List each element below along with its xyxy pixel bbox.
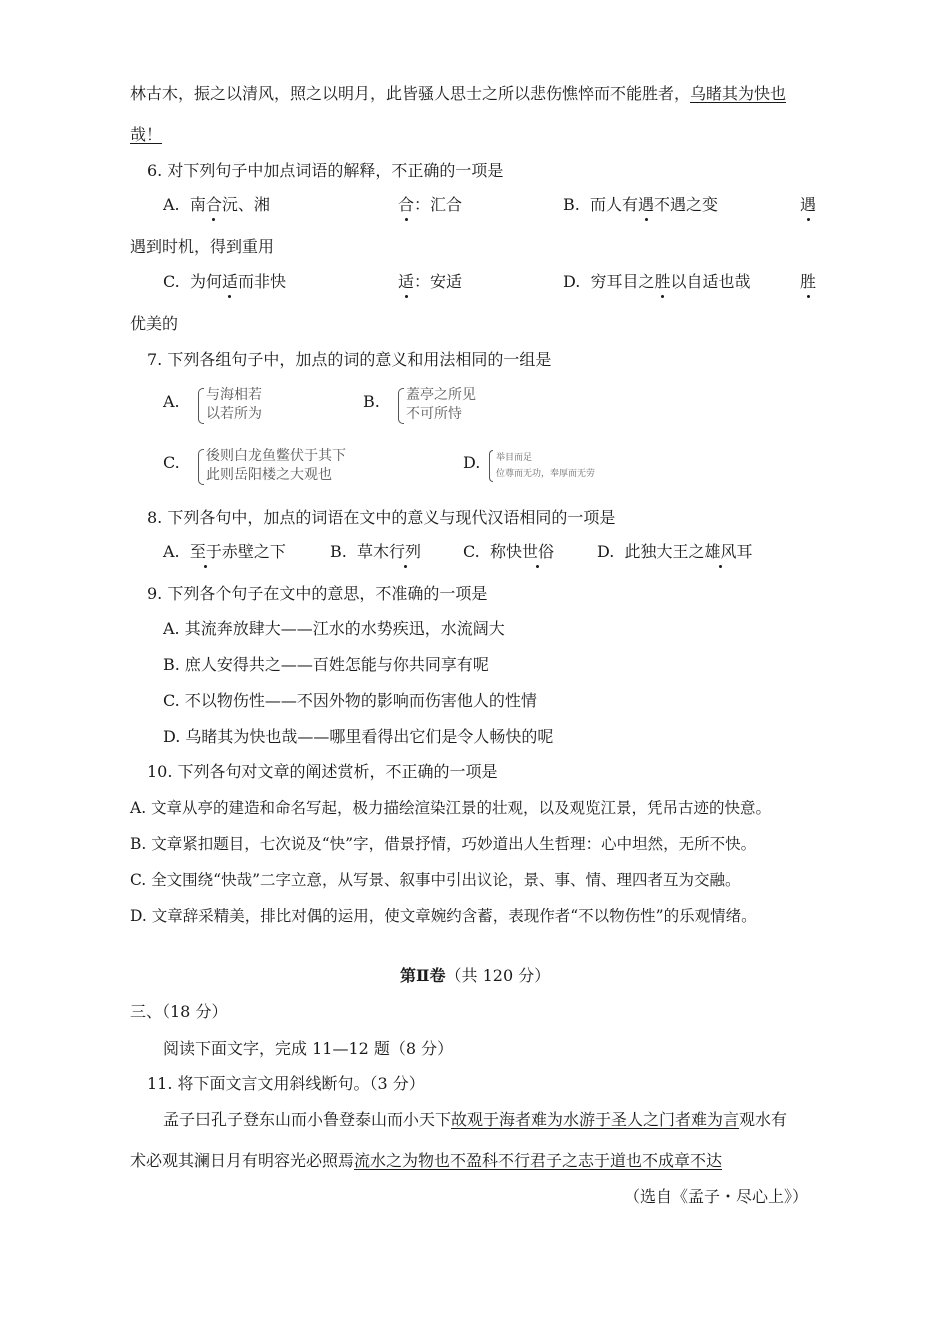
q6-option-b-gloss: 遇到时机，得到重用 [130,237,275,256]
q7-option-a-line2: 以若所为 [206,406,262,422]
part2-heading: 第Ⅱ卷（共 120 分） [400,966,551,985]
section3-header: 三、（18 分） [130,1002,228,1021]
q7-option-c-line1: 後则白龙鱼鳖伏于其下 [206,448,346,464]
q6-option-d-gloss-word: 胜 [800,272,817,291]
q7-option-d-label: D. [463,453,481,472]
underlined-sentence-1: 故观于海者难为水游于圣人之门者难为言 [451,1110,740,1129]
q10-option-b: B. 文章紧扣题目，七次说及“快”字，借景抒情，巧妙道出人生哲理：心中坦然，无所不快。 [130,835,757,853]
q7-option-b-label: B. [363,392,380,411]
q7-option-a-label: A. [163,392,180,411]
q8-option-d: D. 此独大王之雄风耳 [597,542,753,561]
passage-source: （选自《孟子・尽心上》） [624,1187,809,1206]
q8-option-b: B. 草木行列 [330,542,422,561]
q11-passage-line2: 术必观其澜日月有明容光必照焉流水之为物也不盈科不行君子之志于道也不成章不达 [130,1151,723,1170]
q6-option-b-gloss-word: 遇 [800,195,817,214]
q7-option-a-brace [198,388,204,424]
q11-stem: 11. 将下面文言文用斜线断句。（3 分） [147,1074,425,1093]
q7-option-d-line2: 位尊而无功，奉厚而无劳 [496,469,596,479]
q7-option-c-line2: 此则岳阳楼之大观也 [206,467,332,483]
q6-stem: 6. 对下列句子中加点词语的解释，不正确的一项是 [147,161,504,180]
section3-instruction: 阅读下面文字，完成 11—12 题（8 分） [163,1039,454,1058]
q10-stem: 10. 下列各句对文章的阐述赏析，不正确的一项是 [147,762,498,781]
q6-option-a-gloss: 合：汇合 [398,195,463,214]
q7-stem: 7. 下列各组句子中，加点的词的意义和用法相同的一组是 [147,350,552,369]
q8-option-a: A. 至于赤壁之下 [163,542,286,561]
q7-option-b-line2: 不可所恃 [406,406,462,422]
q10-option-d: D. 文章辞采精美，排比对偶的运用，使文章婉约含蓄，表现作者“不以物伤性”的乐观情绪。 [130,907,757,925]
q11-passage-line1: 孟子曰孔子登东山而小鲁登泰山而小天下故观于海者难为水游于圣人之门者难为言观水有 [163,1110,788,1129]
q9-option-a: A. 其流奔放肆大——江水的水势疾迅，水流阔大 [163,619,505,638]
q7-option-d-brace [489,450,493,482]
q9-option-c: C. 不以物伤性——不因外物的影响而伤害他人的性情 [163,691,537,710]
passage-intro-line1: 林古木，振之以清风，照之以明月，此皆骚人思士之所以悲伤憔悴而不能胜者，乌睹其为快也 [130,84,787,103]
q9-stem: 9. 下列各个句子在文中的意思，不准确的一项是 [147,584,488,603]
underlined-sentence-2: 流水之为物也不盈科不行君子之志于道也不成章不达 [354,1151,723,1170]
q6-option-c: C. 为何适而非快 [163,272,286,291]
q8-stem: 8. 下列各句中，加点的词语在文中的意义与现代汉语相同的一项是 [147,508,616,527]
q10-option-c: C. 全文围绕“快哉”二字立意，从写景、叙事中引出议论，景、事、情、理四者互为交融。 [130,871,741,889]
underlined-phrase: 乌睹其为快也 [690,84,787,103]
q7-option-b-line1: 蓋亭之所见 [406,387,476,403]
passage-intro-line2 [130,125,162,145]
q10-option-a: A. 文章从亭的建造和命名写起，极力描绘渲染江景的壮观，以及观览江景，凭吊古迹的快意。 [130,799,772,817]
underlined-phrase-end: 哉！ [130,125,163,144]
q7-option-a-line1: 与海相若 [206,387,262,403]
q6-option-a: A. 南合沅、湘 [163,195,270,214]
q6-option-d: D. 穷耳目之胜以自适也哉 [563,272,751,291]
q7-option-b-brace [398,388,404,424]
q7-option-c-brace [198,449,204,485]
q9-option-b: B. 庶人安得共之——百姓怎能与你共同享有呢 [163,655,489,674]
q6-option-b: B. 而人有遇不遇之变 [563,195,719,214]
q9-option-d: D. 乌睹其为快也哉——哪里看得出它们是令人畅快的呢 [163,727,554,746]
q7-option-c-label: C. [163,453,180,472]
q6-option-d-gloss: 优美的 [130,314,179,333]
q7-option-d-line1: 举目而足 [496,453,533,463]
q6-option-c-gloss: 适：安适 [398,272,463,291]
q8-option-c: C. 称快世俗 [463,542,554,561]
